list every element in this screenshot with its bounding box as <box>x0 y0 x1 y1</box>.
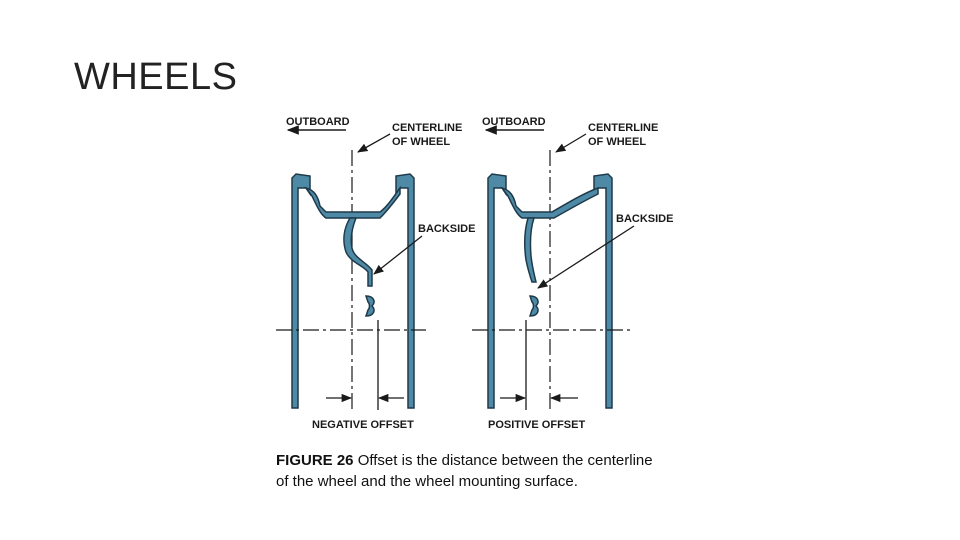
right-centerline-pointer <box>556 134 586 152</box>
right-rim-inboard-wall <box>488 174 506 408</box>
left-rim-drop-center <box>306 188 400 218</box>
right-wheel-group <box>472 116 673 431</box>
wheel-offset-diagram <box>276 110 696 440</box>
right-centerline-label-2: OF WHEEL <box>588 136 647 148</box>
left-centerline-pointer <box>358 134 390 152</box>
negative-offset-label: NEGATIVE OFFSET <box>312 419 414 431</box>
left-centerline-label-1: CENTERLINE <box>392 122 463 134</box>
positive-offset-label: POSITIVE OFFSET <box>488 419 586 431</box>
left-centerline-label-2: OF WHEEL <box>392 136 451 148</box>
left-outboard-label: OUTBOARD <box>286 116 350 128</box>
caption-text: Offset is the distance between the centerline of the wheel and the wheel mounting surface. <box>276 452 653 490</box>
right-wheel-hub-flange <box>530 296 538 316</box>
left-wheel-hub-flange <box>366 296 374 316</box>
left-backside-pointer <box>374 236 422 274</box>
left-wheel-disc <box>344 218 372 286</box>
left-backside-label: BACKSIDE <box>418 223 476 235</box>
figure-number: FIGURE 26 <box>276 452 354 469</box>
right-backside-label: BACKSIDE <box>616 213 674 225</box>
left-rim-inboard-wall <box>292 174 310 408</box>
right-rim-outboard-wall <box>594 174 612 408</box>
right-centerline-label-1: CENTERLINE <box>588 122 659 134</box>
wheel-offset-figure <box>276 110 696 440</box>
right-outboard-label: OUTBOARD <box>482 116 546 128</box>
figure-caption <box>276 450 656 492</box>
left-wheel-group <box>276 116 475 431</box>
right-wheel-disc <box>525 218 536 282</box>
slide-title: WHEELS <box>74 56 238 98</box>
right-backside-pointer <box>538 226 634 288</box>
left-rim-outboard-wall <box>396 174 414 408</box>
